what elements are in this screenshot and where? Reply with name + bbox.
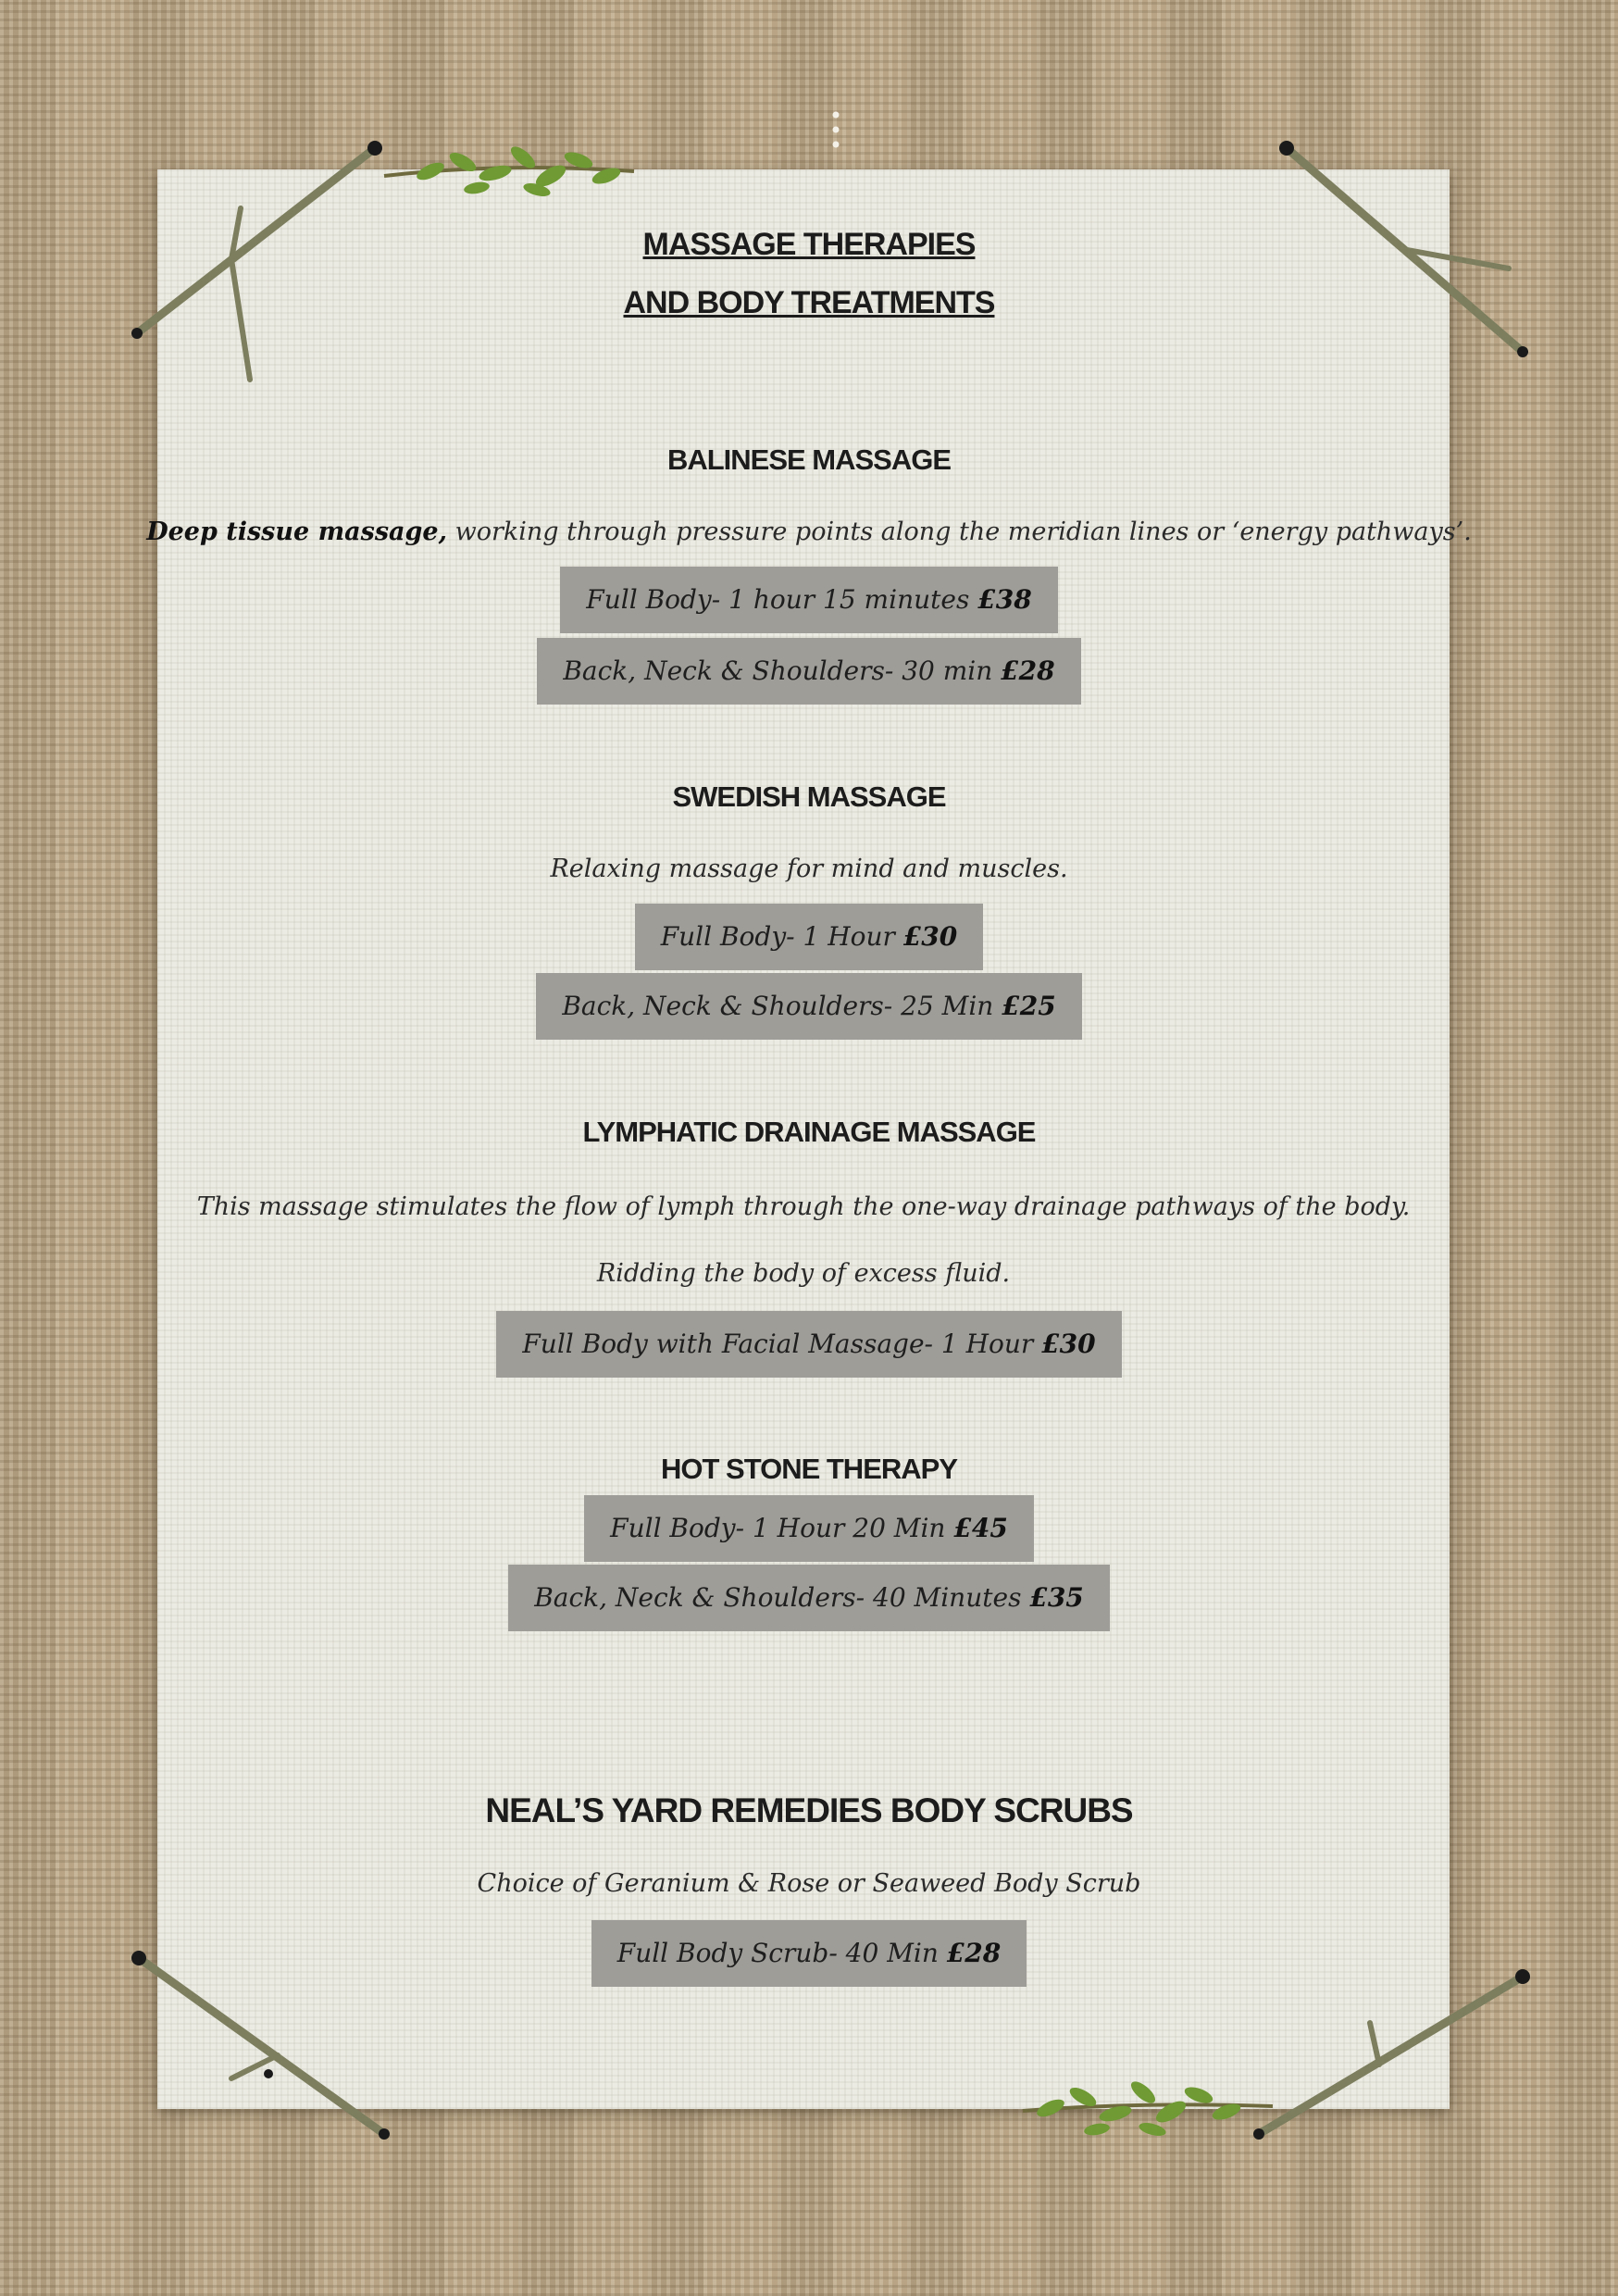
price-row xyxy=(0,1565,1618,1631)
price-value: £45 xyxy=(953,1513,1008,1543)
section-heading-swedish: SWEDISH MASSAGE xyxy=(672,780,946,813)
price-row xyxy=(0,1311,1618,1378)
section-heading-balinese: BALINESE MASSAGE xyxy=(666,443,952,476)
price-value: £35 xyxy=(1029,1582,1084,1613)
decorative-dots xyxy=(830,109,841,156)
section-heading-lymphatic: LYMPHATIC DRAINAGE MASSAGE xyxy=(582,1116,1036,1148)
page-title-line1: MASSAGE THERAPIES xyxy=(642,227,976,262)
price-row xyxy=(0,1920,1618,1987)
price-item: Full Body- 1 Hour 20 Min £45 xyxy=(584,1495,1034,1562)
price-row xyxy=(0,638,1618,705)
price-row xyxy=(0,1495,1618,1562)
price-item: Full Body- 1 hour 15 minutes £38 xyxy=(560,567,1057,633)
section-desc-lymphatic: This massage stimulates the flow of lymph through the one-way drainage pathways of the body. Ridding the body of excess fluid. xyxy=(196,1192,1411,1288)
section-heading-body-scrubs: NEAL’S YARD REMEDIES BODY SCRUBS xyxy=(485,1791,1133,1829)
twig-bottom-right-icon xyxy=(1240,1963,1546,2148)
price-item: Back, Neck & Shoulders- 25 Min £25 xyxy=(536,973,1081,1040)
price-item: Full Body Scrub- 40 Min £28 xyxy=(591,1920,1027,1987)
price-item: Full Body- 1 Hour £30 xyxy=(635,904,984,970)
section-desc-swedish: Relaxing massage for mind and muscles. xyxy=(550,855,1068,883)
price-item: Back, Neck & Shoulders- 30 min £28 xyxy=(537,638,1080,705)
price-value: £25 xyxy=(1002,991,1056,1021)
price-row xyxy=(0,973,1618,1040)
section-desc-body-scrubs: Choice of Geranium & Rose or Seaweed Body Scrub xyxy=(477,1869,1141,1898)
price-item: Back, Neck & Shoulders- 40 Minutes £35 xyxy=(508,1565,1110,1631)
leaf-sprig-top-icon xyxy=(375,125,643,227)
price-item: Full Body with Facial Massage- 1 Hour £30 xyxy=(496,1311,1121,1378)
section-heading-hot-stone: HOT STONE THERAPY xyxy=(660,1453,958,1485)
desc-lead: Deep tissue massage, xyxy=(146,518,448,546)
price-row xyxy=(0,904,1618,970)
page-title-line2: AND BODY TREATMENTS xyxy=(623,285,995,320)
price-value: £28 xyxy=(946,1938,1002,1968)
price-value: £30 xyxy=(1041,1329,1096,1359)
price-value: £28 xyxy=(1001,655,1055,686)
twig-top-left-icon xyxy=(120,130,398,398)
price-value: £30 xyxy=(902,921,958,952)
desc-rest: working through pressure points along the meridian lines or ‘energy pathways’. xyxy=(447,518,1472,546)
section-desc-balinese xyxy=(0,499,1618,566)
price-value: £38 xyxy=(977,584,1032,615)
price-row xyxy=(0,567,1618,633)
